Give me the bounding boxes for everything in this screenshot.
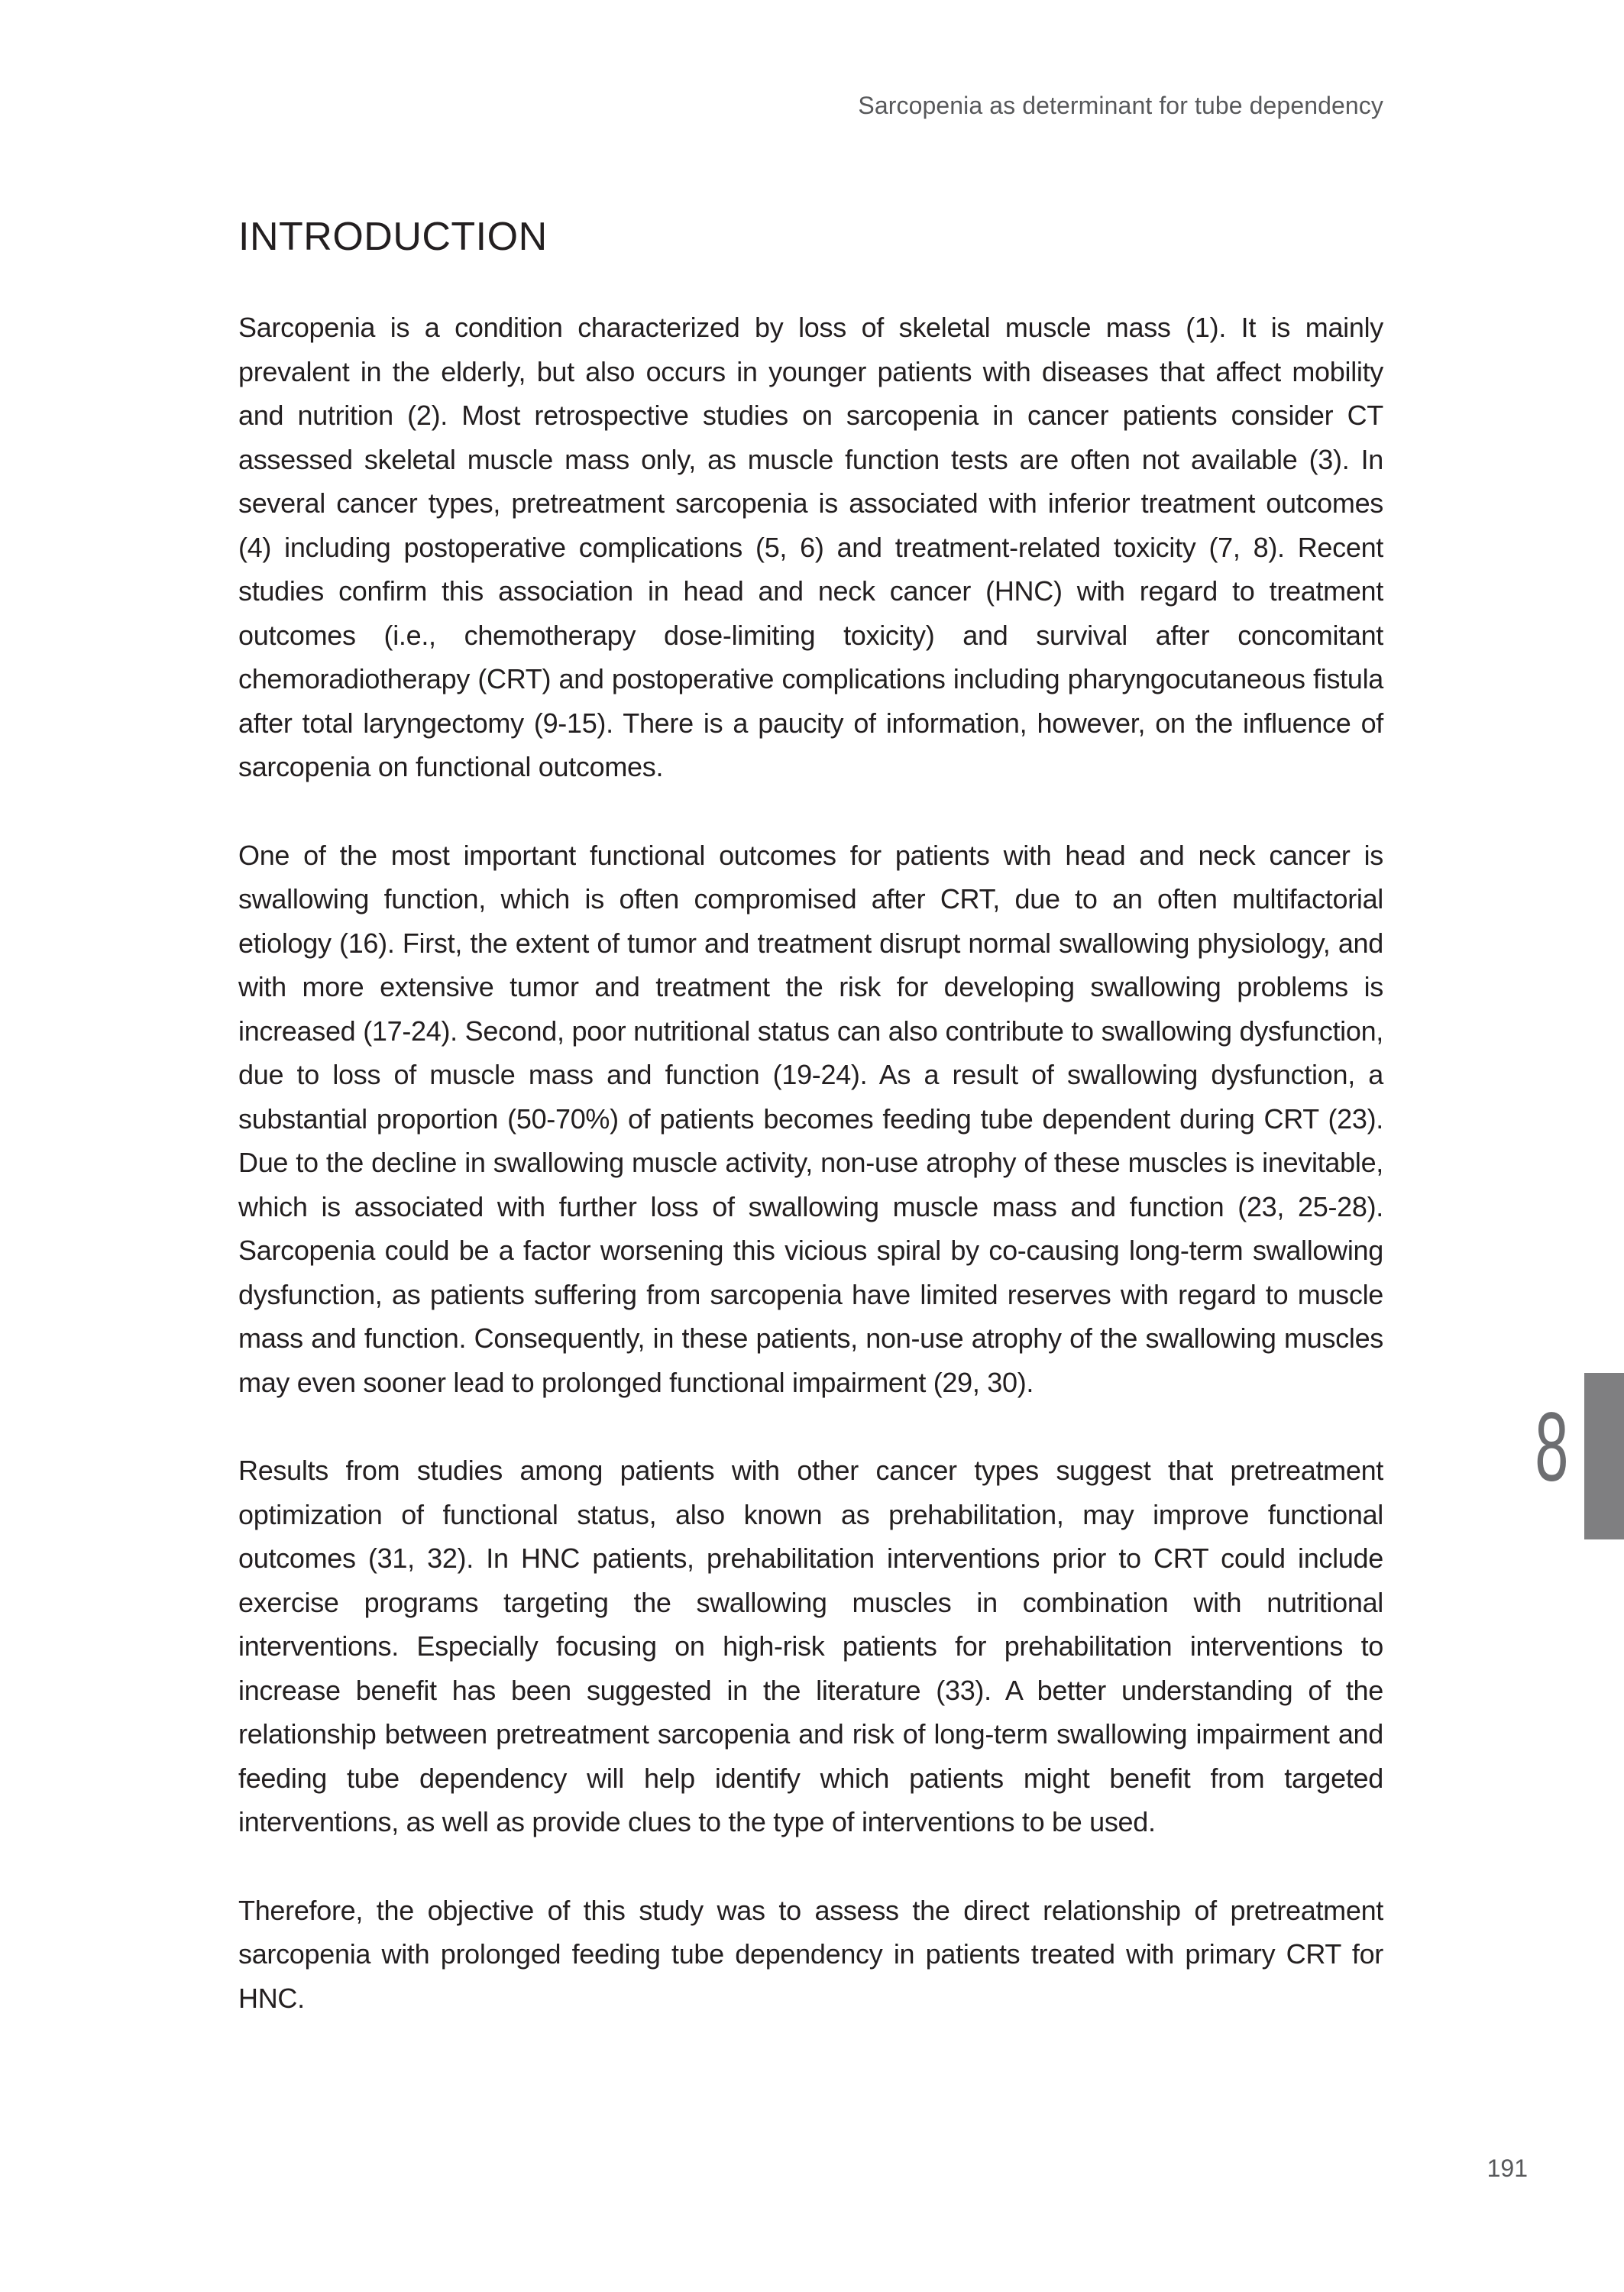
paragraph-3: Results from studies among patients with other cancer types suggest that pretreatment optimization of functional status, also known as prehabilitation, may improve functional outcomes (31, 32). In HNC patients, prehabilitation interventions prior to CRT could include exercise programs targeting the swallowing muscles in combination with nutritional interventions. Especially focusing on high-risk patients for prehabilitation interventions to increase benefit has been suggested in the literature (33). A better understanding of the relationship between pretreatment sarcopenia and risk of long-term swallowing impairment and feeding tube dependency will help identify which patients might benefit from targeted interventions, as well as provide clues to the type of interventions to be used. <box>238 1455 1383 1837</box>
chapter-tab <box>1584 1373 1624 1539</box>
page-number: 191 <box>1487 2154 1528 2182</box>
paragraph-1: Sarcopenia is a condition characterized by loss of skeletal muscle mass (1). It is mainly prevalent in the elderly, but also occurs in younger patients with diseases that affect mobility and nutrition (2). Most retrospective studies on sarcopenia in cancer patients consider CT assessed skeletal muscle mass only, as muscle function tests are often not available (3). In several cancer types, pretreatment sarcopenia is associated with inferior treatment outcomes (4) including postoperative complications (5, 6) and treatment-related toxicity (7, 8). Recent studies confirm this association in head and neck cancer (HNC) with regard to treatment outcomes (i.e., chemotherapy dose-limiting toxicity) and survival after concomitant chemoradiotherapy (CRT) and postoperative complications including pharyngocutaneous fistula after total laryngectomy (9-15). There is a paucity of information, however, on the influence of sarcopenia on functional outcomes. <box>238 312 1383 782</box>
body-text <box>238 306 1383 2064</box>
paragraph-2: One of the most important functional outcomes for patients with head and neck cancer is swallowing function, which is often compromised after CRT, due to an often multifactorial etiology (16). First, the extent of tumor and treatment disrupt normal swallowing physiology, and with more extensive tumor and treatment the risk for developing swallowing problems is increased (17-24). Second, poor nutritional status can also contribute to swallowing dysfunction, due to loss of muscle mass and function (19-24). As a result of swallowing dysfunction, a substantial proportion (50-70%) of patients becomes feeding tube dependent during CRT (23). Due to the decline in swallowing muscle activity, non-use atrophy of these muscles is inevitable, which is associated with further loss of swallowing muscle mass and function (23, 25-28). Sarcopenia could be a factor worsening this vicious spiral by co-causing long-term swallowing dysfunction, as patients suffering from sarcopenia have limited reserves with regard to muscle mass and function. Consequently, in these patients, non-use atrophy of the swallowing muscles may even sooner lead to prolonged functional impairment (29, 30). <box>238 839 1383 1398</box>
section-heading: INTRODUCTION <box>238 215 548 259</box>
paragraph-4: Therefore, the objective of this study was to assess the direct relationship of pretreatment sarcopenia with prolonged feeding tube dependency in patients treated with primary CRT for HNC. <box>238 1894 1383 2014</box>
chapter-number: 8 <box>1535 1393 1569 1502</box>
running-header: Sarcopenia as determinant for tube dependency <box>858 92 1383 119</box>
